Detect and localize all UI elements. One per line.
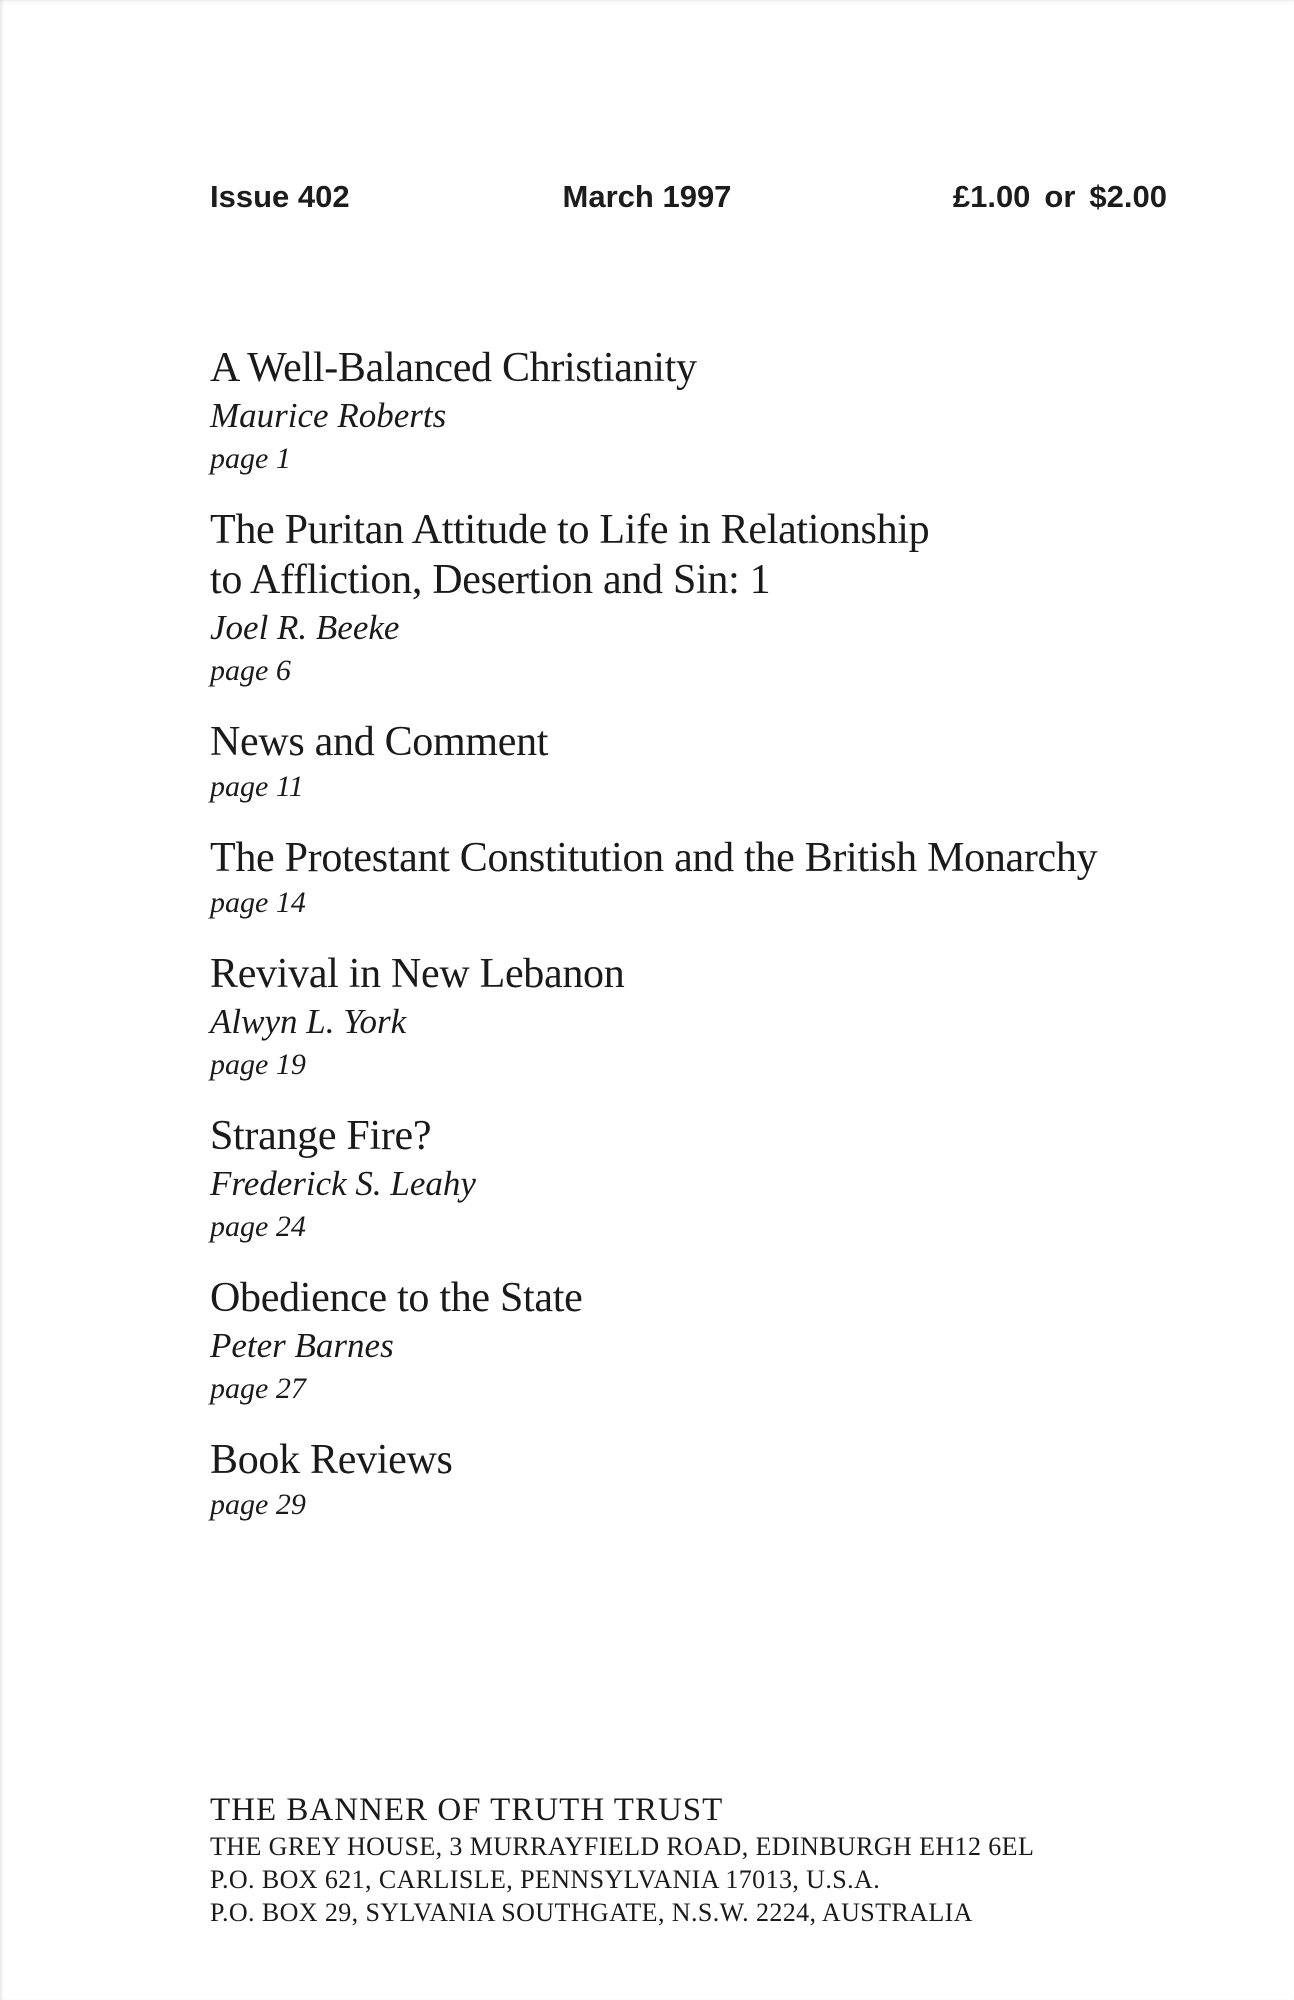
article-page-ref: page 24 <box>210 1210 306 1243</box>
article-page-ref: page 11 <box>210 770 304 803</box>
toc-entry-protestant-constitution <box>210 833 1254 923</box>
price-conjunction: or <box>1044 179 1076 214</box>
article-page-ref: page 27 <box>210 1372 306 1405</box>
publisher-name: THE BANNER OF TRUTH TRUST <box>210 1792 724 1828</box>
article-page-ref: page 6 <box>210 654 291 687</box>
article-author: Joel R. Beeke <box>210 608 400 647</box>
price-usd: $2.00 <box>1089 179 1167 214</box>
article-page-ref: page 29 <box>210 1488 306 1521</box>
price <box>953 180 1167 214</box>
toc-entry-obedience-to-state <box>210 1273 1254 1409</box>
article-page-ref: page 1 <box>210 442 291 475</box>
toc-entry-news-and-comment <box>210 717 1254 807</box>
article-author: Maurice Roberts <box>210 396 447 435</box>
toc-entry-well-balanced-christianity <box>210 343 1254 479</box>
price-gbp: £1.00 <box>952 179 1031 214</box>
article-title: Strange Fire? <box>210 1113 432 1159</box>
article-title: News and Comment <box>210 719 549 765</box>
publisher-address-usa: P.O. BOX 621, CARLISLE, PENNSYLVANIA 17013, U.S.A. <box>210 1865 881 1894</box>
issue-date: March 1997 <box>562 179 732 214</box>
issue-number: Issue 402 <box>210 179 350 214</box>
article-title: Revival in New Lebanon <box>210 951 625 997</box>
toc-entry-strange-fire <box>210 1111 1254 1247</box>
table-of-contents <box>210 343 1254 1551</box>
article-title: Book Reviews <box>210 1437 453 1483</box>
article-title: A Well-Balanced Christianity <box>210 345 697 391</box>
publisher-block <box>210 1790 1254 1929</box>
publisher-address-edinburgh: THE GREY HOUSE, 3 MURRAYFIELD ROAD, EDINBURGH EH12 6EL <box>210 1832 1035 1861</box>
article-author: Frederick S. Leahy <box>210 1164 476 1203</box>
article-author: Peter Barnes <box>210 1326 394 1365</box>
article-title: The Puritan Attitude to Life in Relationship to Affliction, Desertion and Sin: 1 <box>210 507 930 603</box>
article-page-ref: page 14 <box>210 886 306 919</box>
article-title: The Protestant Constitution and the British Monarchy <box>210 835 1098 881</box>
article-title: Obedience to the State <box>210 1275 583 1321</box>
publisher-address-australia: P.O. BOX 29, SYLVANIA SOUTHGATE, N.S.W. 2224, AUSTRALIA <box>210 1898 973 1927</box>
toc-entry-puritan-attitude <box>210 505 1254 691</box>
toc-entry-revival-new-lebanon <box>210 949 1254 1085</box>
article-page-ref: page 19 <box>210 1048 306 1081</box>
article-author: Alwyn L. York <box>210 1002 407 1041</box>
toc-entry-book-reviews <box>210 1435 1254 1525</box>
masthead <box>0 180 1294 214</box>
